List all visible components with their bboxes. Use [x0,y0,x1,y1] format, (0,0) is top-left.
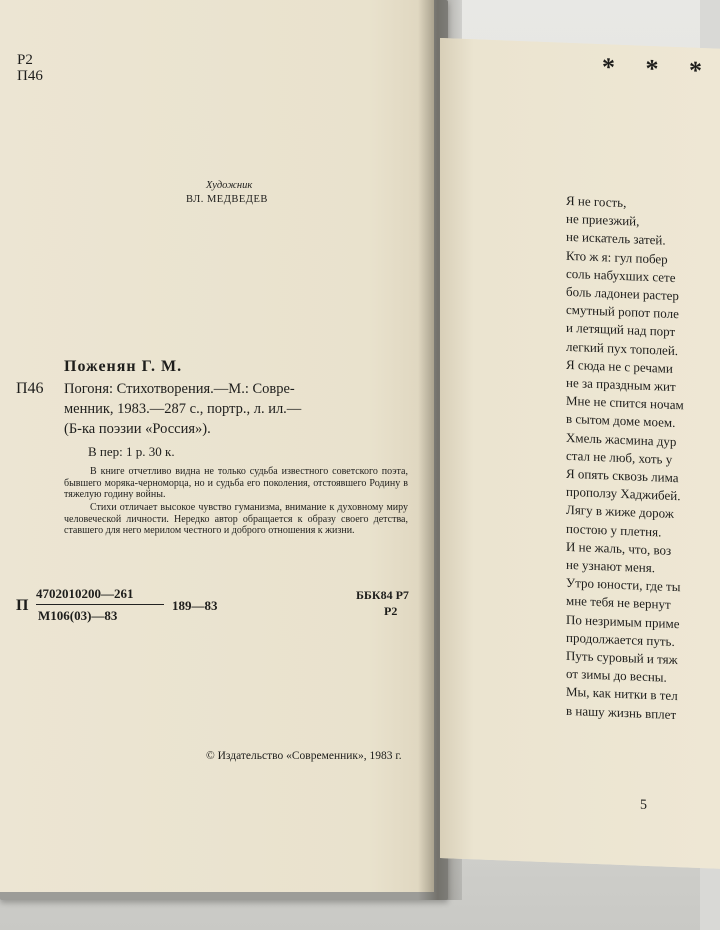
price: В пер: 1 р. 30 к. [88,444,175,459]
poem-line: Утро юности, где ты [566,575,681,595]
poem-line: смутный ропот поле [566,302,679,322]
section-stars: * * * [602,52,714,86]
poem-line: Мы, как нитки в тел [566,684,678,704]
formula-denominator: М106(03)—83 [38,608,118,623]
catalog-code: П46 [16,380,44,397]
bib-line-2: менник, 1983.—287 с., портр., л. ил.— [64,401,302,417]
poem-line: мне тебя не вернут [566,593,671,613]
class-code: Р2 [17,52,33,68]
poem-line: Я сюда не с речами [566,356,673,376]
bbk-subcode: Р2 [384,604,398,618]
right-page [440,38,720,869]
poem-line: в сытом доме моем. [566,411,676,431]
bbk-code: ББК84 Р7 [356,588,409,602]
poem-line: По незримым приме [566,611,680,631]
poem-line: не за праздным жит [566,374,676,395]
poem-line: Мне не спится ночам [566,393,684,413]
poem-line: от зимы до весны. [566,666,667,685]
poem-line: Хмель жасмина дур [566,429,677,449]
poem-line: не приезжий, [566,211,640,229]
page-number: 5 [640,797,647,813]
poem-line: не узнают меня. [566,556,655,576]
poem-line: не искатель затей. [566,229,666,249]
poem-line: стал не люб, хоть у [566,447,673,467]
bib-line-3: (Б-ка поэзии «Россия»). [64,421,211,437]
poem-line: легкий пух тополей. [566,338,679,358]
poem-line: Я не гость, [566,192,627,211]
poem-line: в нашу жизнь вплет [566,702,677,722]
poem-line: Путь суровый и тяж [566,647,678,668]
poem-line: постою у плетня. [566,520,662,540]
poem-line: соль набухших сете [566,265,676,285]
annotation-paragraph-2: Стихи отличает высокое чувство гуманизма, внимание к духовному миру человеческой личности. Нередко автор обращается к образу своего детства, ставшего для него мерилом честного и доброго отношения к жизни. [64,502,408,536]
artist-label: Художник [206,180,253,191]
poem-line: продолжается путь. [566,629,675,649]
poem-line: Кто ж я: гул побер [566,247,668,267]
author-code: П46 [17,68,43,84]
poem-line: Я опять сквозь лима [566,465,679,486]
copyright: © Издательство «Современник», 1983 г. [206,750,402,762]
poem-line: боль ладонеи растер [566,283,679,304]
poem-line: проползу Хаджибей. [566,484,681,504]
book-author: Поженян Г. М. [64,358,183,375]
bib-line-1: Погоня: Стихотворения.—М.: Совре- [64,381,295,397]
poem-line: и летящий над порт [566,320,676,340]
poem-line: Лягу в жиже дорож [566,502,674,522]
formula-numerator: 4702010200—261 [36,586,134,601]
formula-suffix: 189—83 [172,598,218,613]
poem-line: И не жаль, что, воз [566,538,672,558]
annotation-paragraph-1: В книге отчетливо видна не только судьба известного советского поэта, бывшего моряка-черноморца, но и судьба его поколения, отстоявшего Родину в тяжелую годину войны. [64,466,408,500]
formula-prefix: П [16,597,29,614]
artist-name: ВЛ. МЕДВЕДЕВ [186,194,268,205]
formula-fraction-line [36,604,164,605]
